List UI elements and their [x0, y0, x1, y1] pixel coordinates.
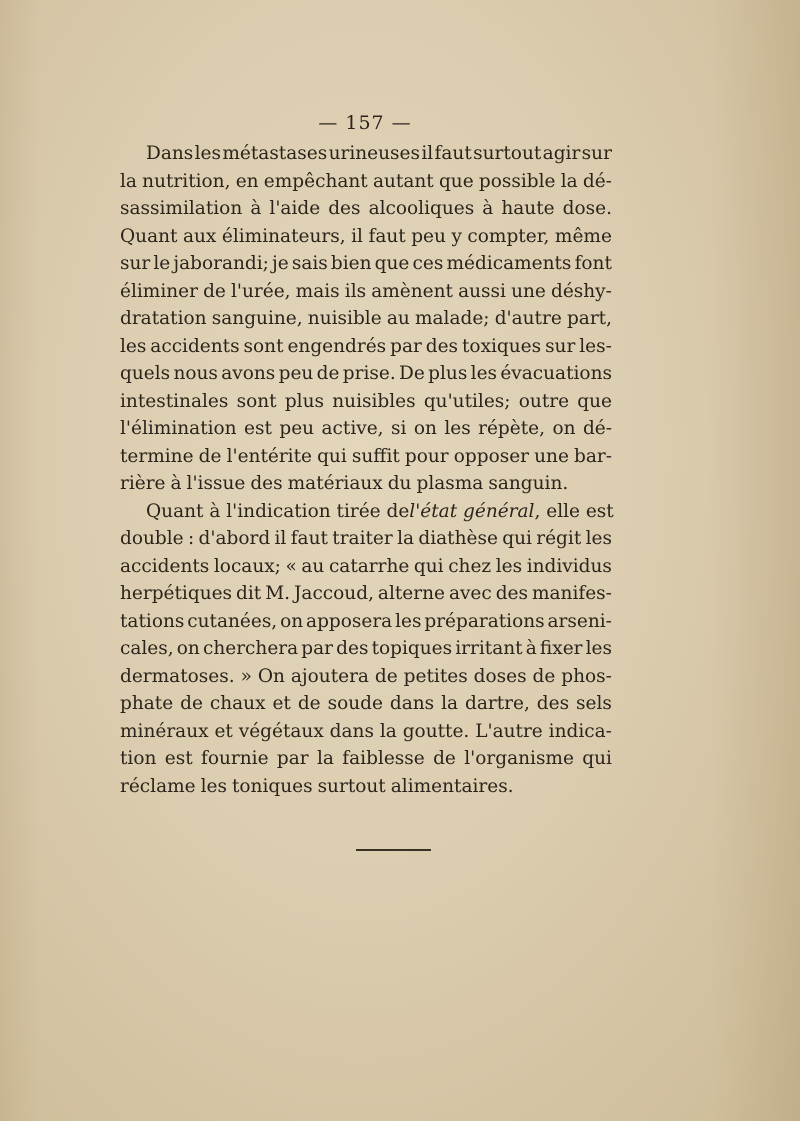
text-line	[120, 608, 612, 636]
word: qui	[413, 555, 444, 577]
word: amènent	[371, 280, 453, 302]
word: faut	[368, 225, 406, 247]
word: l'urée,	[231, 280, 291, 302]
word: M.	[265, 583, 291, 604]
word: de	[374, 665, 398, 687]
text-line	[120, 635, 612, 663]
word: que	[374, 253, 410, 274]
word: la	[397, 528, 415, 549]
word: dartre,	[465, 693, 530, 714]
word: dose.	[562, 198, 612, 219]
word: termine	[120, 445, 194, 467]
word: à	[250, 198, 262, 219]
word: fournie	[201, 748, 269, 769]
body-text	[120, 140, 612, 800]
word: de	[297, 693, 321, 714]
text-line	[120, 195, 612, 223]
word: rière	[120, 473, 166, 494]
word: l'aide	[269, 198, 321, 219]
word: des	[250, 473, 283, 494]
text-fragment: Quant à l'indication tirée de	[146, 500, 410, 522]
word: nuisible	[307, 308, 382, 329]
word: alimentaires.	[390, 775, 514, 797]
text-fragment: , elle est	[534, 500, 614, 522]
text-line	[120, 333, 612, 361]
word: des	[328, 198, 361, 219]
word: autant	[372, 170, 434, 192]
word: cherchera	[202, 638, 299, 659]
word: régit	[536, 528, 582, 549]
word: accidents	[120, 555, 210, 577]
word: dé-	[582, 418, 612, 439]
word: sur	[581, 143, 612, 164]
section-divider	[356, 849, 431, 851]
word: doses	[473, 665, 527, 687]
word: les-	[579, 335, 612, 357]
word: sassimilation	[120, 198, 243, 219]
text-line	[120, 525, 612, 553]
word: de	[532, 665, 556, 687]
word: goutte.	[402, 720, 470, 742]
word: surtout	[473, 143, 542, 164]
word: la	[120, 170, 137, 192]
word: phos-	[561, 665, 612, 687]
word: tations	[120, 610, 185, 632]
word: la	[316, 748, 334, 769]
word: les	[200, 775, 227, 797]
word: toniques	[231, 775, 313, 797]
word: minéraux	[120, 720, 209, 742]
word: alterne	[377, 583, 445, 604]
word: sais	[291, 253, 328, 274]
word: aussi	[458, 280, 506, 302]
word: qu'utiles;	[423, 390, 511, 412]
word: active,	[321, 418, 384, 439]
word: possible	[478, 170, 556, 192]
word: une	[534, 445, 569, 467]
word: peu	[279, 418, 315, 439]
word: évacuations	[500, 363, 612, 384]
page-number: — 157 —	[318, 112, 412, 134]
word: l'élimination	[120, 418, 237, 439]
word: nutrition,	[142, 170, 231, 192]
word: sur	[120, 253, 151, 274]
word: les	[444, 418, 471, 439]
word: on	[552, 418, 576, 439]
word: des	[425, 335, 459, 357]
word: sont	[236, 390, 277, 412]
paragraph-2	[120, 498, 612, 801]
text-line	[120, 415, 612, 443]
word: matériaux	[287, 473, 383, 494]
word: individus	[526, 555, 612, 577]
word: préparations	[424, 610, 545, 632]
word: les	[495, 555, 523, 577]
word: traiter	[332, 528, 393, 549]
word: diathèse	[418, 528, 498, 549]
word: on	[280, 610, 304, 632]
word: ajoutera	[290, 665, 369, 687]
word: sanguine,	[211, 308, 303, 329]
word: jaborandi;	[173, 253, 269, 274]
word: par	[301, 638, 334, 659]
word: plus	[284, 390, 324, 412]
word: Dans	[146, 143, 194, 164]
word: les	[395, 610, 422, 632]
word: par	[390, 335, 422, 357]
word: des	[536, 693, 570, 714]
text-line	[120, 443, 612, 471]
word: en	[235, 170, 259, 192]
word: d'autre	[494, 308, 562, 329]
word: «	[285, 555, 297, 577]
word: accidents	[150, 335, 240, 357]
text-line	[120, 718, 612, 746]
word: haute	[501, 198, 555, 219]
word: avec	[448, 583, 492, 604]
word: de	[198, 445, 222, 467]
word: répète,	[478, 418, 545, 439]
word: faut	[290, 528, 328, 549]
word: plasma	[416, 473, 484, 494]
word: la	[441, 693, 459, 714]
word: nous	[173, 363, 218, 384]
word: au	[386, 308, 410, 329]
word: les	[470, 363, 498, 384]
word: je	[272, 253, 289, 274]
word: nuisibles	[332, 390, 416, 412]
word: font	[574, 253, 612, 274]
word: catarrhe	[328, 555, 410, 577]
word: surtout	[317, 775, 386, 797]
word: ils	[344, 280, 367, 302]
word: la	[560, 170, 578, 192]
word: dermatoses.	[120, 665, 235, 687]
word: peu	[411, 225, 446, 247]
word: On	[257, 665, 285, 687]
text-line	[120, 278, 612, 306]
word: par	[276, 748, 309, 769]
word: est	[164, 748, 193, 769]
text-line	[120, 388, 612, 416]
word: les	[120, 335, 147, 357]
word: engendrés	[287, 335, 387, 357]
word: et	[214, 720, 233, 742]
word: ces	[412, 253, 444, 274]
word: les	[194, 143, 221, 164]
word: de	[203, 280, 226, 302]
word: de	[433, 748, 456, 769]
text-line	[120, 168, 612, 196]
word: cales,	[120, 638, 174, 659]
word: urineuses	[328, 143, 420, 164]
text-line	[120, 223, 612, 251]
word: à	[170, 473, 182, 494]
text-line	[120, 305, 612, 333]
word: toxiques	[462, 335, 542, 357]
word: fixer	[539, 638, 583, 659]
word: l'entérite	[226, 445, 312, 467]
text-line	[120, 745, 612, 773]
word: part,	[566, 308, 612, 329]
word: plus	[428, 363, 468, 384]
word: sont	[243, 335, 284, 357]
word: qui	[317, 445, 347, 467]
word: Jaccoud,	[294, 583, 374, 604]
word: il	[274, 528, 287, 549]
page-shadow-right	[710, 0, 800, 1121]
word: suffit	[351, 445, 400, 467]
word: indica-	[548, 720, 612, 742]
italic-phrase: l'état général	[409, 500, 535, 522]
word: éliminateurs,	[221, 225, 346, 247]
word: dratation	[120, 308, 207, 329]
word: cutanées,	[187, 610, 278, 632]
text-line	[120, 360, 612, 388]
word: les	[585, 528, 612, 549]
word: topiques	[371, 638, 453, 659]
word: faiblesse	[342, 748, 425, 769]
word: à	[482, 198, 494, 219]
word: manifes-	[531, 583, 612, 604]
word: opposer	[453, 445, 530, 467]
word: dit	[236, 583, 262, 604]
word: »	[240, 665, 252, 687]
word: le	[153, 253, 171, 274]
word: Quant	[120, 225, 178, 247]
word: faut	[434, 143, 472, 164]
text-line	[120, 690, 612, 718]
word: il	[421, 143, 434, 164]
word: herpétiques	[120, 583, 233, 604]
text-line	[120, 250, 612, 278]
word: les	[585, 638, 612, 659]
word: qui	[582, 748, 612, 769]
word: des	[336, 638, 369, 659]
word: l'issue	[186, 473, 246, 494]
word: locaux;	[213, 555, 281, 577]
text-line	[120, 580, 612, 608]
word: chaux	[209, 693, 266, 714]
word: apposera	[306, 610, 393, 632]
word: que	[577, 390, 612, 412]
word: bien	[330, 253, 372, 274]
text-line	[120, 140, 612, 168]
text-line-with-italic	[120, 498, 612, 526]
text-line	[120, 773, 612, 801]
word: avons	[221, 363, 276, 384]
text-line	[120, 553, 612, 581]
word: qui	[502, 528, 532, 549]
word: de	[180, 693, 203, 714]
word: outre	[518, 390, 570, 412]
word: intestinales	[120, 390, 229, 412]
word: sels	[576, 693, 612, 714]
word: pour	[404, 445, 449, 467]
page-shadow-left	[0, 0, 40, 1121]
word: dans	[329, 720, 374, 742]
word: petites	[403, 665, 468, 687]
word: à	[525, 638, 537, 659]
word: empêchant	[263, 170, 368, 192]
word: sanguin.	[488, 473, 569, 494]
word: arseni-	[547, 610, 612, 632]
word: du	[387, 473, 412, 494]
word: même	[554, 225, 612, 247]
word: et	[272, 693, 291, 714]
text-line	[120, 470, 612, 498]
word: dé-	[582, 170, 612, 192]
word: l'organisme	[464, 748, 574, 769]
word: réclame	[120, 775, 196, 797]
word: L'autre	[475, 720, 543, 742]
text-line	[120, 663, 612, 691]
word: agir	[542, 143, 581, 164]
word: une	[511, 280, 546, 302]
word: de	[316, 363, 340, 384]
word: double	[120, 528, 184, 549]
word: déshy-	[550, 280, 612, 302]
word: que	[438, 170, 474, 192]
word: d'abord	[198, 528, 271, 549]
word: on	[413, 418, 437, 439]
word: :	[187, 528, 195, 549]
word: végétaux	[238, 720, 324, 742]
word: De	[399, 363, 425, 384]
word: aux	[182, 225, 217, 247]
word: phate	[120, 693, 174, 714]
word: métastases	[222, 143, 328, 164]
word: soude	[327, 693, 383, 714]
word: malade;	[414, 308, 490, 329]
word: au	[301, 555, 325, 577]
word: sur	[545, 335, 576, 357]
word: tion	[120, 748, 157, 769]
word: alcooliques	[368, 198, 475, 219]
word: est	[244, 418, 272, 439]
word: médicaments	[446, 253, 572, 274]
word: il	[351, 225, 363, 247]
word: mais	[295, 280, 340, 302]
paragraph-1	[120, 140, 612, 498]
word: si	[390, 418, 407, 439]
word: dans	[389, 693, 435, 714]
word: prise.	[342, 363, 396, 384]
word: des	[495, 583, 528, 604]
word: compter,	[467, 225, 550, 247]
word: bar-	[574, 445, 612, 467]
word: peu	[278, 363, 314, 384]
word: chez	[448, 555, 492, 577]
word: y	[451, 225, 462, 247]
word: éliminer	[120, 280, 198, 302]
word: irritant	[455, 638, 523, 659]
word: la	[379, 720, 397, 742]
word: on	[176, 638, 200, 659]
word: quels	[120, 363, 171, 384]
